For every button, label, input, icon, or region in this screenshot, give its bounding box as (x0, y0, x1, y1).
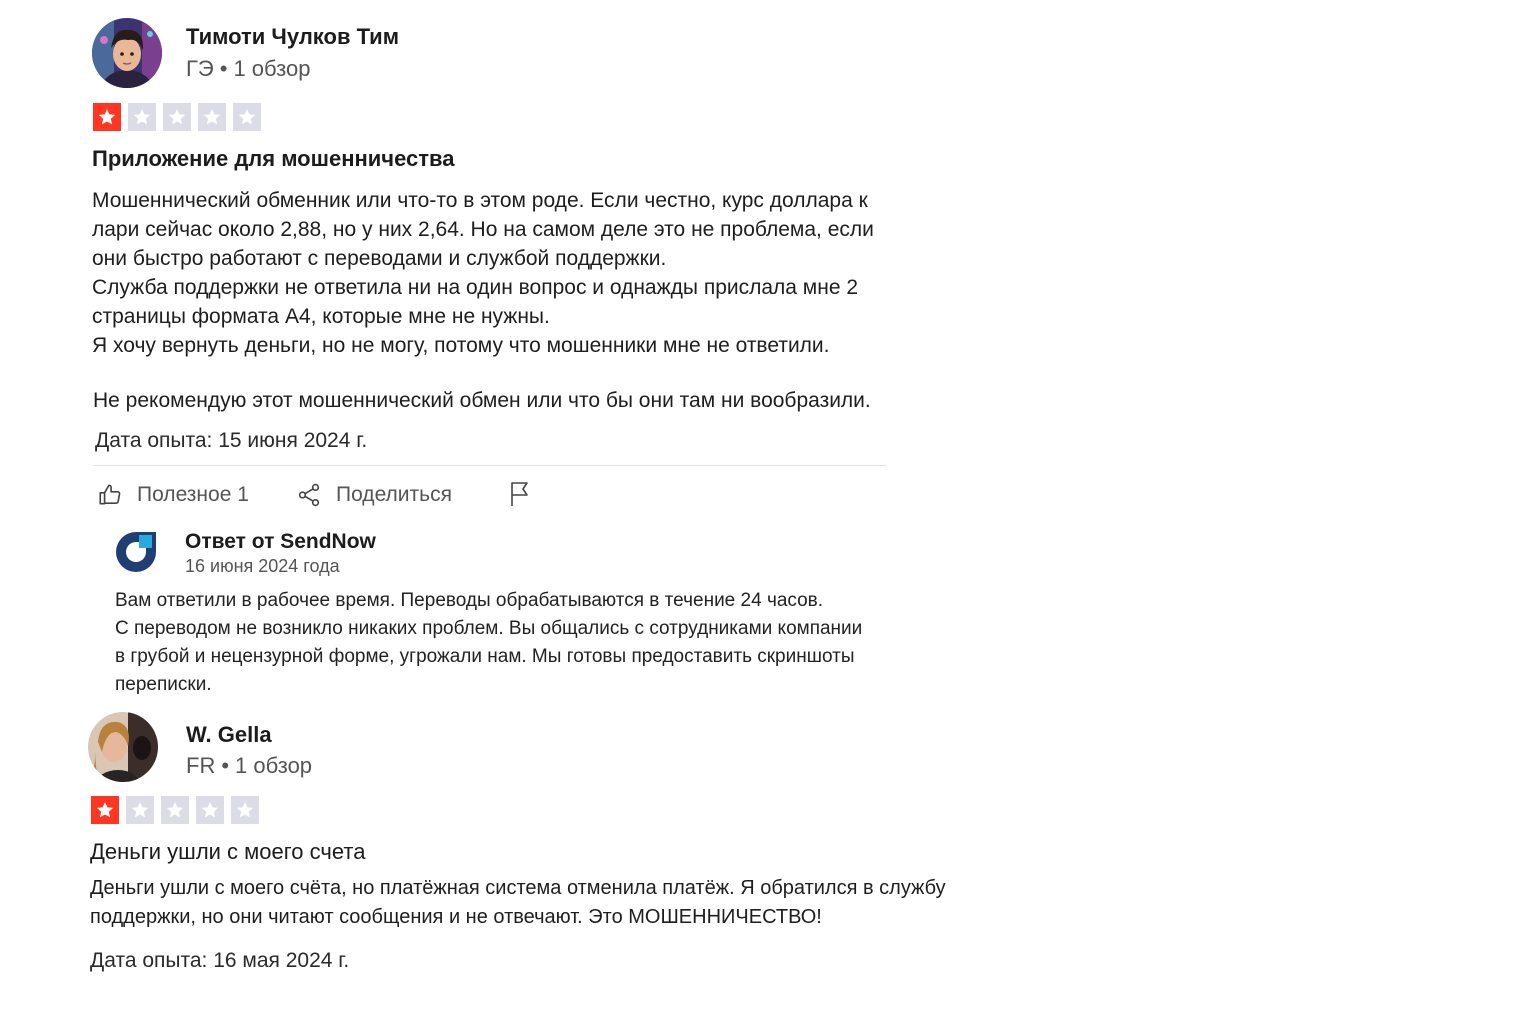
reviewer-meta (186, 56, 310, 82)
sendnow-logo-icon (114, 530, 158, 574)
review-body: Деньги ушли с моего счёта, но платёжная система отменила платёж. Я обратился в службу поддержки, но они читают сообщения и не отвечают. Это МОШЕННИЧЕСТВО! (90, 877, 946, 928)
share-label: Поделиться (336, 483, 452, 506)
star-2-icon (126, 796, 154, 824)
review-title[interactable]: Приложение для мошенничества (92, 146, 455, 171)
reviewer-avatar[interactable] (88, 712, 158, 782)
useful-button[interactable] (97, 482, 249, 508)
review-divider (93, 465, 886, 466)
reviewer-name[interactable]: W. Gella (186, 722, 272, 747)
meta-separator: • (219, 56, 228, 81)
report-button[interactable] (508, 480, 532, 508)
star-3-icon (163, 103, 191, 131)
review-title[interactable]: Деньги ушли с моего счета (90, 839, 366, 864)
reply-company-logo[interactable] (114, 530, 158, 574)
share-button[interactable] (296, 482, 452, 508)
avatar-photo-icon (88, 712, 158, 782)
experience-date: Дата опыта: 16 мая 2024 г. (90, 949, 350, 972)
reviewer-country: FR (186, 753, 216, 778)
review-body: Мошеннический обменник или что-то в этом роде. Если честно, курс доллара к лари сейчас около 2,88, но у них 2,64. Но на самом деле это не проблема, если они быстро работают с переводами и службой поддержки. Служба поддержки не ответила ни на один вопрос и однажды прислала мне 2 страницы формата А4, которые мне не нужны. Я хочу вернуть деньги, но не могу, потому что мошенники мне не ответили. (92, 189, 874, 357)
reply-from: Ответ от SendNow (185, 530, 376, 553)
reviewer-name[interactable]: Тимоти Чулков Тим (186, 24, 399, 49)
star-1-icon (91, 796, 119, 824)
reviewer-review-count: 1 обзор (233, 56, 311, 81)
reply-body: Вам ответили в рабочее время. Переводы обрабатываются в течение 24 часов. С переводом не возникло никаких проблем. Вы общались с сотрудниками компании в грубой и нецензурной форме, угрожали нам. Мы готовы предоставить скриншоты переписки. (115, 590, 863, 695)
reviewer-review-count: 1 обзор (235, 753, 313, 778)
reviewer-country: ГЭ (186, 56, 214, 81)
reviewer-meta (186, 753, 312, 779)
star-3-icon (161, 796, 189, 824)
star-4-icon (196, 796, 224, 824)
star-4-icon (198, 103, 226, 131)
review-body-closing: Не рекомендую этот мошеннический обмен или что бы они там ни вообразили. (93, 389, 871, 412)
star-rating (91, 796, 259, 824)
reviewer-avatar[interactable] (92, 18, 162, 88)
experience-date: Дата опыта: 15 июня 2024 г. (95, 429, 368, 452)
star-1-icon (93, 103, 121, 131)
avatar-portrait-icon (92, 18, 162, 88)
reply-date: 16 июня 2024 года (185, 556, 340, 576)
useful-label: Полезное 1 (137, 483, 249, 506)
thumbs-up-icon (97, 482, 123, 508)
share-icon (296, 482, 322, 508)
star-5-icon (231, 796, 259, 824)
meta-separator: • (221, 753, 230, 778)
star-5-icon (233, 103, 261, 131)
star-2-icon (128, 103, 156, 131)
star-rating (93, 103, 261, 131)
flag-icon (508, 480, 532, 508)
